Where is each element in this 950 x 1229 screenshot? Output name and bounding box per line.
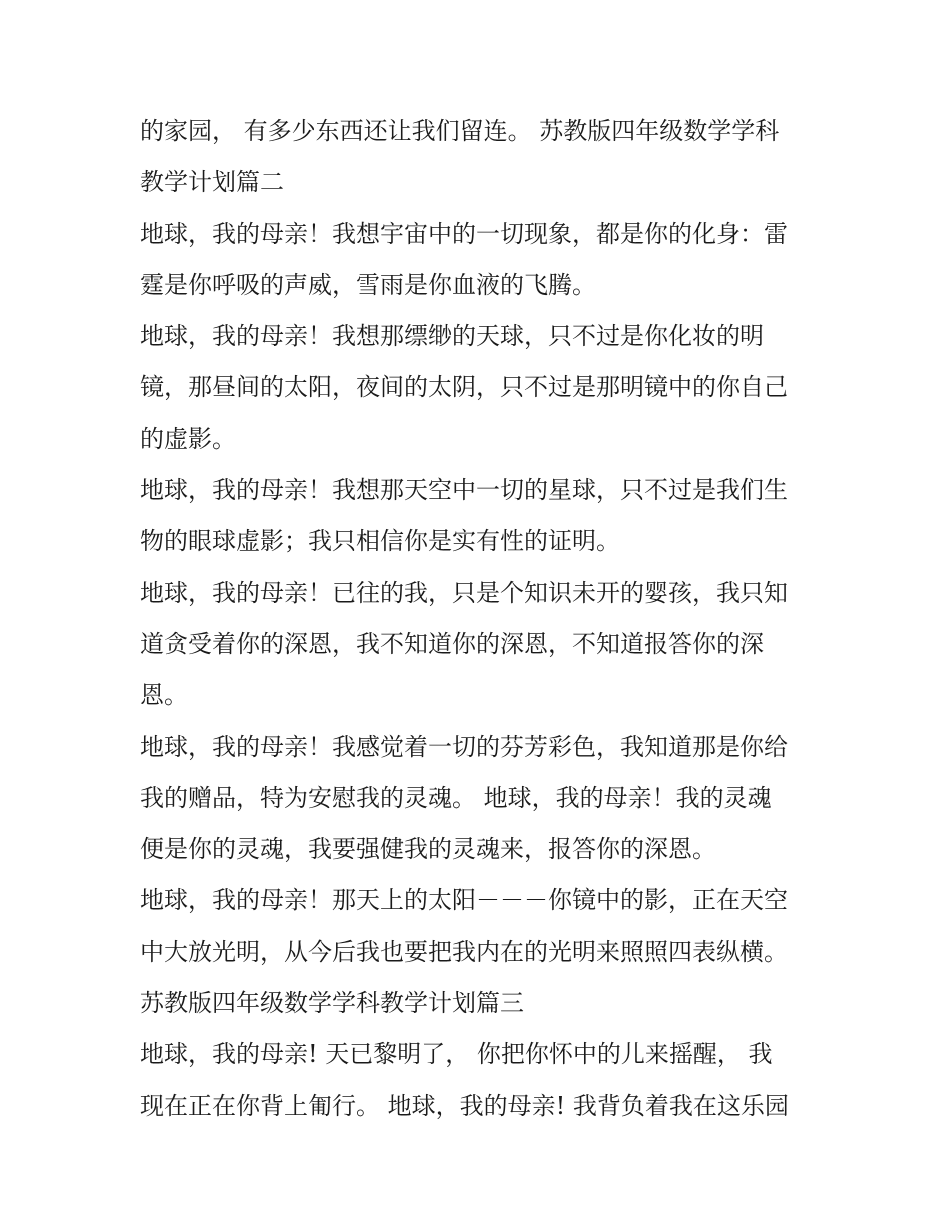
text-line: 地球，我的母亲！我想那天空中一切的星球，只不过是我们生 bbox=[140, 476, 788, 505]
text-line: 现在正在你背上匍行。 地球，我的母亲! 我背负着我在这乐园 bbox=[140, 1091, 789, 1120]
text-line: 地球，我的母亲！我想宇宙中的一切现象，都是你的化身：雷 bbox=[140, 219, 788, 248]
text-line: 地球，我的母亲! 天已黎明了， 你把你怀中的儿来摇醒， 我 bbox=[140, 1040, 773, 1069]
text-line: 地球，我的母亲！我感觉着一切的芬芳彩色，我知道那是你给 bbox=[140, 732, 788, 761]
text-line: 我的赠品，特为安慰我的灵魂。 地球，我的母亲！我的灵魂 bbox=[140, 783, 772, 812]
text-line: 恩。 bbox=[140, 681, 188, 710]
section-heading-line: 苏教版四年级数学学科教学计划篇三 bbox=[140, 989, 524, 1018]
document-body bbox=[140, 106, 820, 1132]
text-line: 地球，我的母亲！已往的我，只是个知识未开的婴孩，我只知 bbox=[140, 578, 788, 607]
text-line: 物的眼球虚影；我只相信你是实有性的证明。 bbox=[140, 527, 620, 556]
text-line: 中大放光明，从今后我也要把我内在的光明来照照四表纵横。 bbox=[140, 937, 788, 966]
text-line: 便是你的灵魂，我要强健我的灵魂来，报答你的深恩。 bbox=[140, 835, 716, 864]
text-line: 地球，我的母亲！我想那缥缈的天球，只不过是你化妆的明 bbox=[140, 322, 764, 351]
text-line: 霆是你呼吸的声威，雪雨是你血液的飞腾。 bbox=[140, 270, 596, 299]
text-line: 道贪受着你的深恩，我不知道你的深恩，不知道报答你的深 bbox=[140, 629, 764, 658]
section-heading-line: 教学计划篇二 bbox=[140, 168, 284, 197]
text-line: 镜，那昼间的太阳，夜间的太阴，只不过是那明镜中的你自己 bbox=[140, 373, 788, 402]
text-line: 地球，我的母亲！那天上的太阳－－－你镜中的影，正在天空 bbox=[140, 886, 788, 915]
text-line: 的家园， 有多少东西还让我们留连。 苏教版四年级数学学科 bbox=[140, 117, 780, 145]
text-line: 的虚影。 bbox=[140, 424, 236, 453]
